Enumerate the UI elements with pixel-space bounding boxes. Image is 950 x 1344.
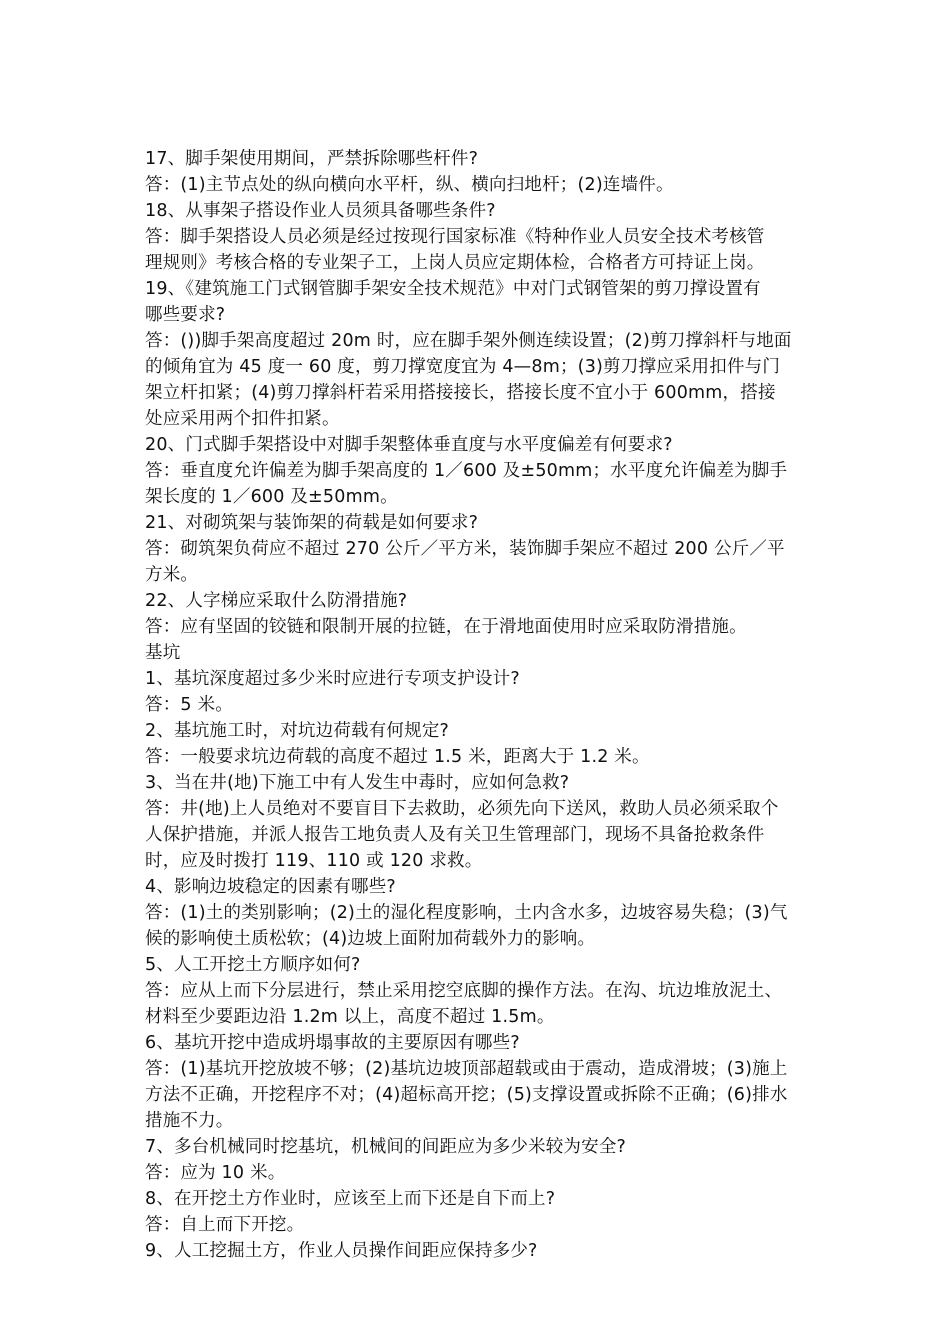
answer-line: 架立杆扣紧；(4)剪刀撑斜杆若采用搭接接长，搭接长度不宜小于 600mm，搭接 [145, 383, 776, 403]
question-line: 9、人工挖掘土方，作业人员操作间距应保持多少? [145, 1241, 538, 1261]
section-heading: 基坑 [145, 643, 181, 663]
answer-line: 处应采用两个扣件扣紧。 [145, 409, 340, 429]
answer-line: 答：应为 10 米。 [145, 1163, 286, 1183]
answer-line: 答：井(地)上人员绝对不要盲目下去救助，必须先向下送风，救助人员必须采取个 [145, 799, 779, 819]
answer-line: 方法不正确，开挖程序不对；(4)超标高开挖；(5)支撑设置或拆除不正确；(6)排水 [145, 1085, 788, 1105]
answer-line: 候的影响使土质松软；(4)边坡上面附加荷载外力的影响。 [145, 929, 596, 949]
question-line: 8、在开挖土方作业时，应该至上而下还是自下而上? [145, 1189, 556, 1209]
question-line: 17、脚手架使用期间，严禁拆除哪些杆件? [145, 149, 479, 169]
answer-line: 答：垂直度允许偏差为脚手架高度的 1／600 及±50mm；水平度允许偏差为脚手 [145, 461, 788, 481]
answer-line: 方米。 [145, 565, 199, 585]
question-line: 19、《建筑施工门式钢管脚手架安全技术规范》中对门式钢管架的剪刀撑设置有 [145, 279, 761, 299]
answer-line: 人保护措施，并派人报告工地负责人及有关卫生管理部门，现场不具备抢救条件 [145, 825, 765, 845]
question-line: 哪些要求? [145, 305, 226, 325]
answer-line: 的倾角宜为 45 度一 60 度，剪刀撑宽度宜为 4—8m；(3)剪刀撑应采用扣件与门 [145, 357, 781, 377]
answer-line: 答：砌筑架负荷应不超过 270 公斤／平方米，装饰脚手架应不超过 200 公斤／平 [145, 539, 785, 559]
answer-line: 理规则》考核合格的专业架子工，上岗人员应定期体检，合格者方可持证上岗。 [145, 253, 765, 273]
answer-line: 答：脚手架搭设人员必须是经过按现行国家标准《特种作业人员安全技术考核管 [145, 227, 765, 247]
answer-line: 架长度的 1／600 及±50mm。 [145, 487, 398, 507]
answer-line: 答：())脚手架高度超过 20m 时，应在脚手架外侧连续设置；(2)剪刀撑斜杆与地面 [145, 331, 792, 351]
document-page [145, 146, 810, 1264]
answer-line: 时，应及时拨打 119、110 或 120 求救。 [145, 851, 483, 871]
answer-line: 答：(1)基坑开挖放坡不够；(2)基坑边坡顶部超载或由于震动，造成滑坡；(3)施上 [145, 1059, 788, 1079]
question-line: 1、基坑深度超过多少米时应进行专项支护设计? [145, 669, 520, 689]
answer-line: 答：一般要求坑边荷载的高度不超过 1.5 米，距离大于 1.2 米。 [145, 747, 650, 767]
question-line: 18、从事架子搭设作业人员须具备哪些条件? [145, 201, 496, 221]
question-line: 6、基坑开挖中造成坍塌事故的主要原因有哪些? [145, 1033, 520, 1053]
answer-line: 答：5 米。 [145, 695, 233, 715]
answer-line: 答：(1)土的类别影响；(2)土的湿化程度影响，土内含水多，边坡容易失稳；(3)气 [145, 903, 788, 923]
question-line: 21、对砌筑架与装饰架的荷载是如何要求? [145, 513, 479, 533]
question-line: 5、人工开挖土方顺序如何? [145, 955, 361, 975]
question-line: 22、人字梯应采取什么防滑措施? [145, 591, 408, 611]
question-line: 20、门式脚手架搭设中对脚手架整体垂直度与水平度偏差有何要求? [145, 435, 673, 455]
answer-line: 答：应从上而下分层进行，禁止采用挖空底脚的操作方法。在沟、坑边堆放泥土、 [145, 981, 783, 1001]
answer-line: 答：(1)主节点处的纵向横向水平杆，纵、横向扫地杆；(2)连墙件。 [145, 175, 674, 195]
question-line: 4、影响边坡稳定的因素有哪些? [145, 877, 396, 897]
question-line: 7、多台机械同时挖基坑，机械间的间距应为多少米较为安全? [145, 1137, 627, 1157]
answer-line: 措施不力。 [145, 1111, 234, 1131]
answer-line: 答：自上而下开挖。 [145, 1215, 305, 1235]
question-line: 2、基坑施工时，对坑边荷载有何规定? [145, 721, 450, 741]
answer-line: 答：应有坚固的铰链和限制开展的拉链，在于滑地面使用时应采取防滑措施。 [145, 617, 747, 637]
question-line: 3、当在井(地)下施工中有人发生中毒时，应如何急救? [145, 773, 570, 793]
answer-line: 材料至少要距边沿 1.2m 以上，高度不超过 1.5m。 [145, 1007, 555, 1027]
